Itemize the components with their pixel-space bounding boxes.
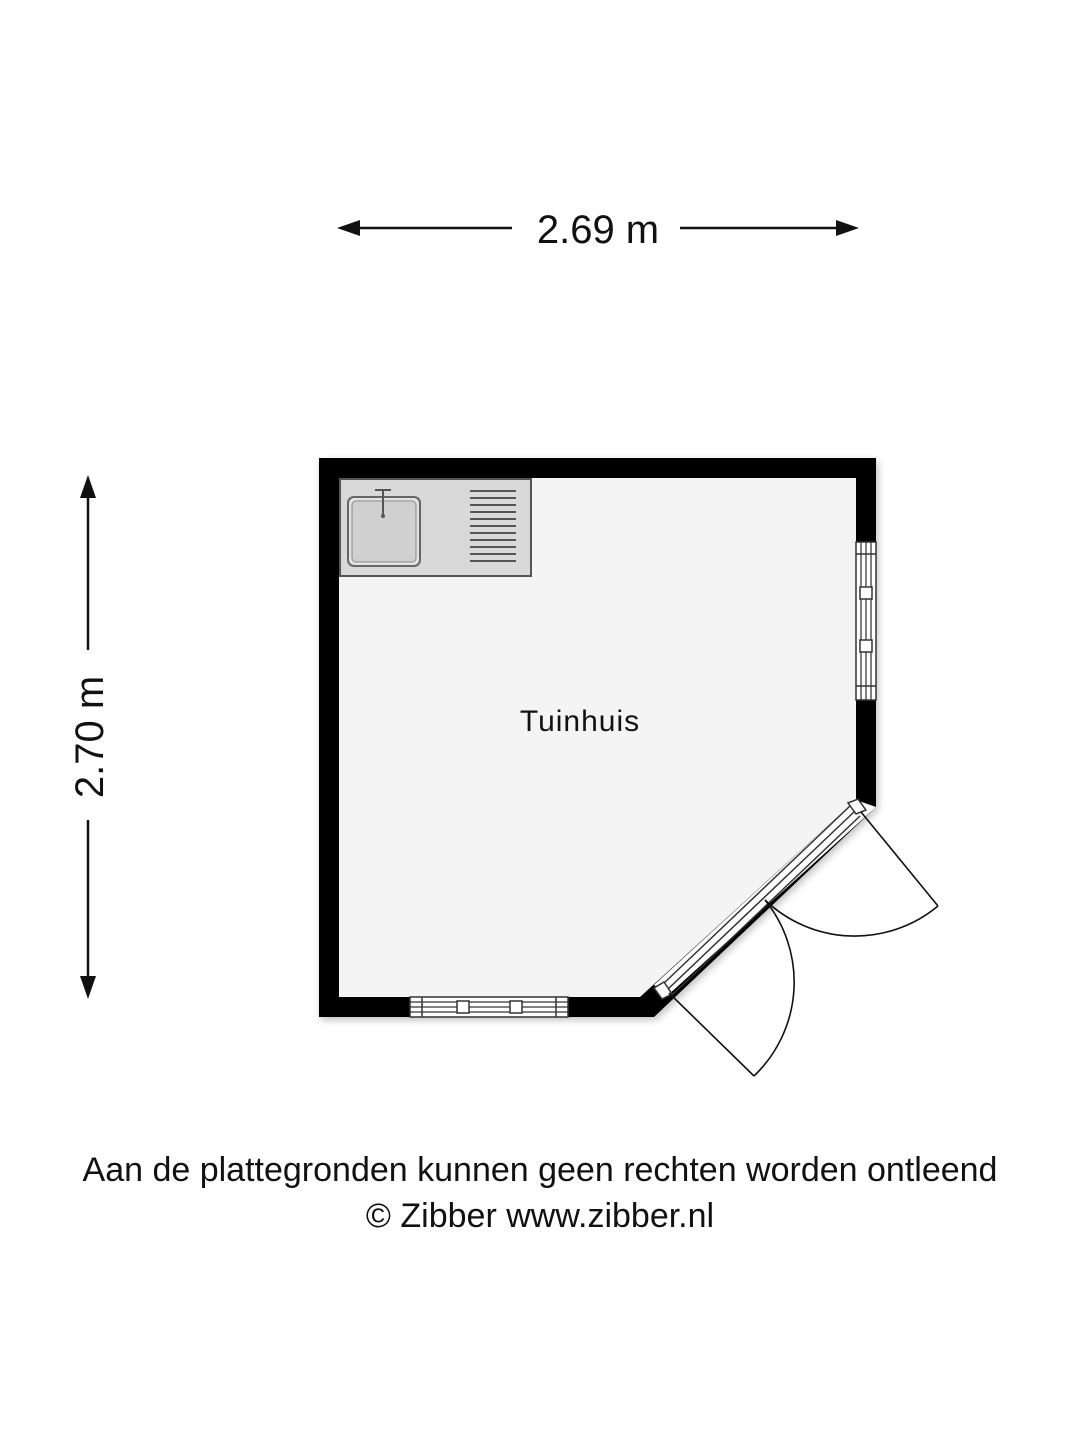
kitchen-sink-icon	[340, 479, 531, 576]
width-dimension	[337, 208, 859, 252]
arrow-left-icon	[337, 220, 360, 236]
copyright-text: © Zibber www.zibber.nl	[365, 1197, 715, 1235]
height-dimension	[68, 475, 112, 999]
arrow-down-icon	[80, 976, 96, 999]
door-swing-arc-lower	[754, 900, 794, 1076]
disclaimer-text: Aan de plattegronden kunnen geen rechten worden ontleend	[82, 1151, 998, 1189]
room-label-tuinhuis: Tuinhuis	[519, 705, 641, 738]
height-dimension-label: 2.70 m	[68, 675, 112, 799]
window-bottom	[410, 997, 568, 1017]
arrow-up-icon	[80, 475, 96, 498]
arrow-right-icon	[836, 220, 859, 236]
door-swing-arc-upper	[765, 900, 938, 936]
door-leaf-upper	[861, 812, 938, 906]
door-leaf-lower	[669, 993, 754, 1076]
width-dimension-label: 2.69 m	[536, 208, 660, 252]
window-right	[856, 542, 876, 700]
